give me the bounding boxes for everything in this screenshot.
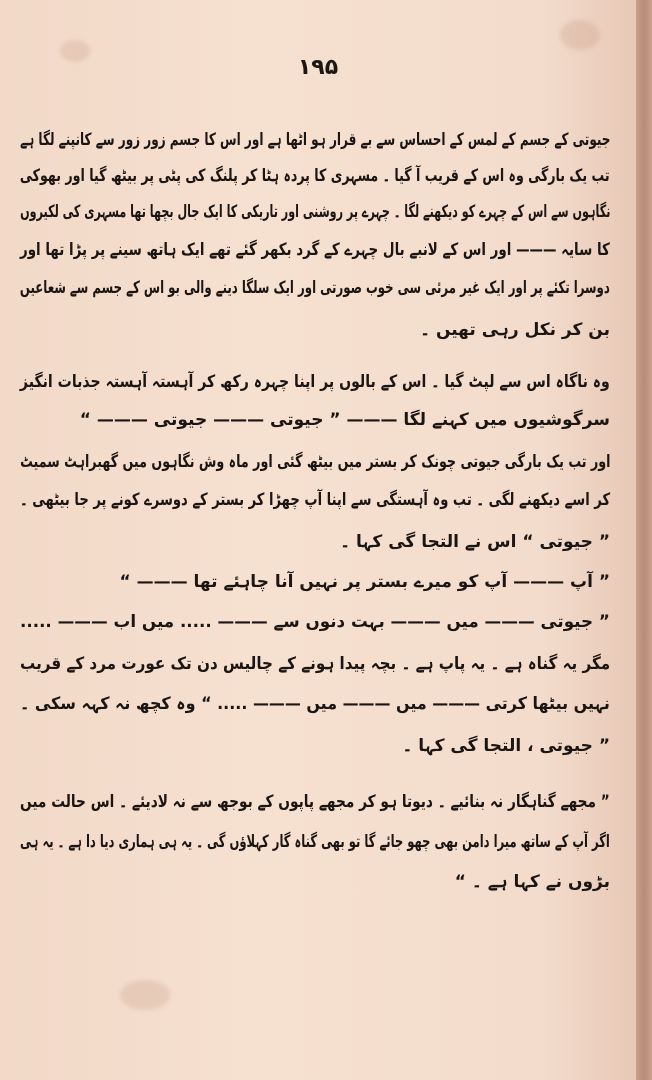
- text-line: دوسرا تکئے پر اور ایک غیر مرئی سی خوب صورتی اور ایک سلگا دینے والی بو اس کے جسم سے شعاعیں: [20, 278, 610, 298]
- page-stain: [560, 20, 600, 50]
- text-line: جیوتی کے جسم کے لمس کے احساس سے بے قرار ہو اٹھا ہے اور اس کا جسم زور زور سے کانپنے لگا ہے: [19, 130, 610, 150]
- text-line: تب یک بارگی وہ اس کے قریب آ گیا ۔ مسہری کا پردہ ہٹا کر پلنگ کی پٹی پر بیٹھ گیا اور بھوکی: [20, 166, 610, 186]
- text-line: ” جیوتی ، التجا گی کہا ۔: [402, 736, 610, 756]
- text-line: نگاہوں سے اس کے چہرے کو دیکھنے لگا ۔ چہرے پر روشنی اور تاریکی کا ایک جال بچھا تھا مسہری کی لکیروں: [19, 202, 610, 222]
- book-gutter: [636, 0, 652, 1080]
- text-line: سرگوشیوں میں کہنے لگا ——— ” جیوتی ——— جیوتی ——— “: [79, 410, 610, 430]
- text-line: وہ ناگاہ اس سے لپٹ گیا ۔ اس کے بالوں پر اپنا چہرہ رکھ کر آہستہ آہستہ جذبات انگیز: [20, 372, 610, 392]
- text-line: اگر آپ کے ساتھ میرا دامن بھی چھو جائے گا تو بھی گناہ گار کہلاؤں گی ۔ یہ ہی ہماری دیا دا ہے ۔ یہ ہی: [20, 832, 610, 852]
- text-line: نہیں بیٹھا کرتی ——— میں ——— میں ——— ..... “ وہ کچھ نہ کہہ سکی ۔: [20, 694, 610, 714]
- page-stain: [120, 980, 170, 1010]
- text-line: بڑوں نے کہا ہے ۔ “: [454, 872, 610, 892]
- text-line: اور تب یک بارگی جیوتی چونک کر بستر میں بیٹھ گئی اور ماہ وش نگاہوں میں گھبراہٹ سمیٹ: [19, 452, 610, 472]
- page-number: ۱۹۵: [297, 55, 339, 80]
- text-line: ” جیوتی ——— میں ——— بہت دنوں سے ——— ..... میں اب ——— .....: [20, 612, 610, 632]
- text-line: مگر یہ گناہ ہے ۔ یہ پاپ ہے ۔ بچہ پیدا ہونے کے چالیس دن تک عورت مرد کے قریب: [19, 654, 610, 674]
- text-line: ” مجھے گناہگار نہ بنائیے ۔ دیوتا ہو کر مجھے پاپوں کے بوجھ سے نہ لادیئے ۔ اس حالت میں: [20, 792, 610, 812]
- text-line: کر اسے دیکھنے لگی ۔ تب وہ آہستگی سے اپنا آپ چھڑا کر بستر کے دوسرے کونے پر جا بیٹھی ۔: [19, 490, 610, 510]
- text-line: ” جیوتی “ اس نے التجا گی کہا ۔: [340, 532, 610, 552]
- text-line: ” آپ ——— آپ کو میرے بستر پر نہیں آنا چاہئے تھا ——— “: [119, 572, 610, 592]
- text-line: بن کر نکل رہی تھیں ۔: [420, 320, 610, 340]
- text-line: کا سایہ ——— اور اس کے لانبے بال چہرے کے گرد بکھر گئے تھے ایک ہاتھ سینے پر پڑا تھا اور: [20, 240, 610, 260]
